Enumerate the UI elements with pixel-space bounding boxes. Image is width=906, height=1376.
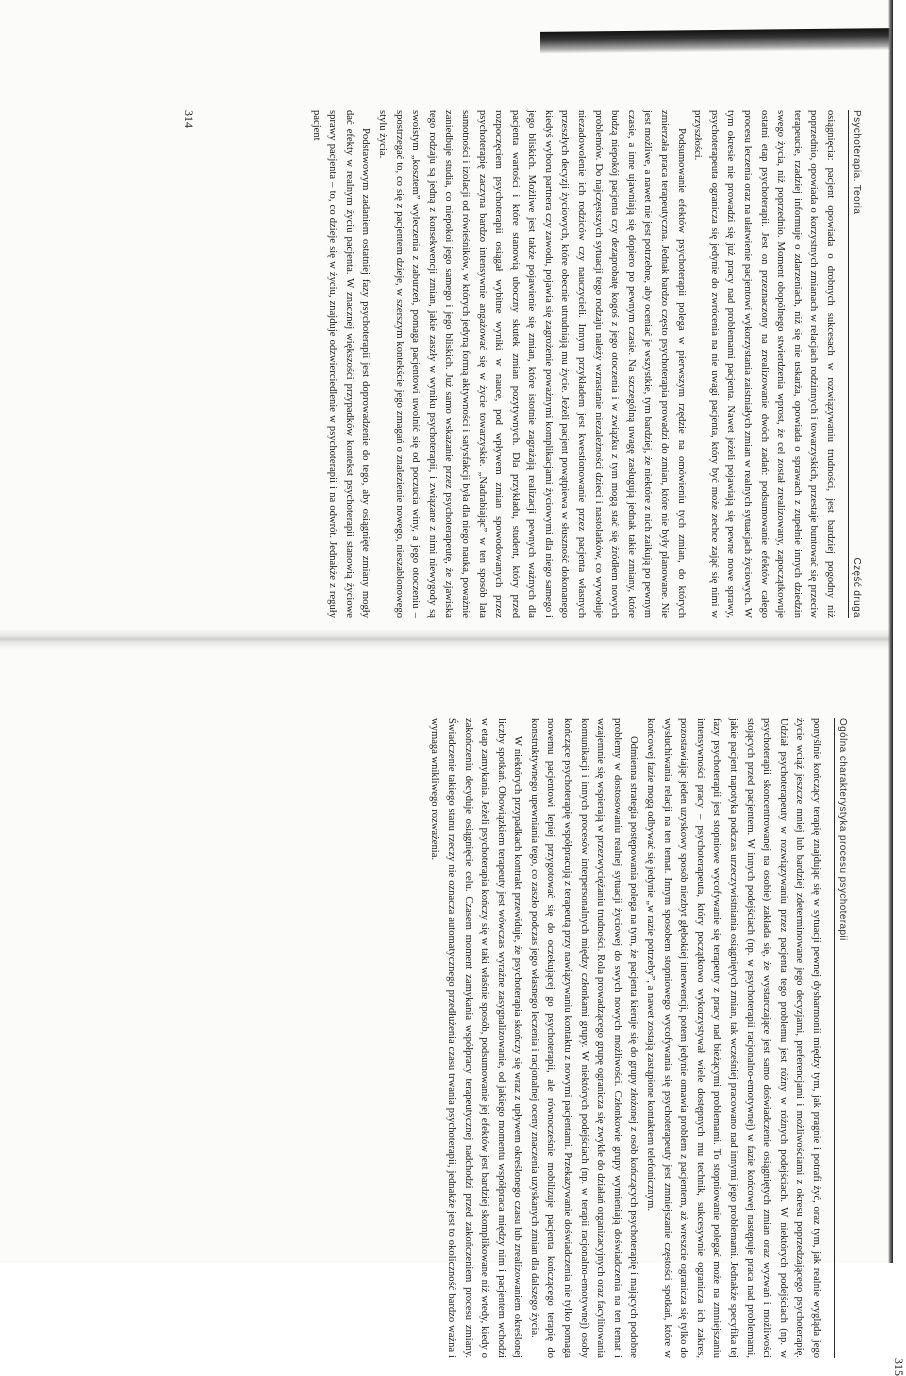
running-header-part: Część druga [851, 557, 862, 618]
running-header [848, 110, 862, 618]
page-314 [162, 110, 862, 618]
page-edge [888, 0, 893, 1263]
paragraph: W niektórych przypadkach kontrakt przewiduje, że psychoterapia skończy się wraz z upływem określonego czasu lub zrealizowaniem określonej liczby spotkań. Obowiązkiem terapeuty jest wówczas wyraźne zasygnalizowanie, od jakiego momentu współpraca między nim i pacjentem wchodzi w etap zamykania. Jeżeli psychoterapia kończy się w taki właśnie sposób, podsumowanie jej efektów jest bardziej skomplikowane niż wtedy, kiedy o zakończeniu decyduje osiągnięcie celu. Czasem moment zamykania współpracy terapeutycznej nadchodzi przed zakończeniem procesu zmiany. Świadczenie takiego stanu rzeczy nie oznacza automatycznego przedłużenia czasu trwania psychoterapii, jednakże jest to okoliczność bardzo ważna i wymaga wnikliwego rozważenia. [429, 718, 524, 1358]
page-number: 315 [892, 1358, 906, 1376]
page-315 [148, 718, 906, 1376]
running-header-title: Psychoterapia. Teoria [851, 110, 862, 215]
page-number: 314 [182, 110, 196, 128]
running-header-title: Ogólna charakterystyka procesu psychoterapii [837, 718, 848, 941]
body-text [307, 110, 838, 618]
running-header [834, 718, 848, 1358]
scanner-edge-shadow [540, 28, 893, 54]
paragraph: osiągnięcia: pacjent opowiada o drobnych sukcesach w rozwiązywaniu trudności, jest bardziej pogodny niż poprzednio, opowiada o korzystnych zmianach w relacjach rodzinnych i towarzyskich, przestaje buntować się przeciw terapeucie, rzadziej informuje o zdarzeniach, niż się nie uskarża, opowiada o sprawach z zupełnie innych dziedzin swego życia, niż poprzednio. Moment obopólnego stwierdzenia wprost, że cel został zrealizowany, zapoczątkowuje ostatni etap psychoterapii. Jest on przeznaczony na zrealizowanie dwóch zadań: podsumowanie efektów całego procesu leczenia oraz na ułatwienie pacjentowi wykorzystania zaistniałych zmian w realnych sytuacjach życiowych. W tym okresie nie prowadzi się już pracy nad problemami pacjenta. Nawet jeżeli pojawiają się pewne nowe sprawy, psychoterapeuta ogranicza się jedynie do zwrócenia na nie uwagi pacjenta, który być może zechce zająć się nimi w przyszłości. [692, 110, 836, 618]
paragraph: Podstawowym zadaniem ostatniej fazy psychoterapii jest doprowadzenie do tego, aby osiągnięte zmiany mogły dać efekty w realnym życiu pacjenta. W znacznej większości przypadków kontekst psychoterapii stanowią życiowe sprawy pacjenta – to, co dzieje się w życiu, znajduje odzwierciedlenie w psychoterapii i na odwrót. Jednakże z reguły pacjent [310, 110, 372, 618]
body-text [426, 718, 824, 1358]
paragraph: ponyślnie kończący terapię znajdując się w sytuacji pewnej dysharmonii między tym, jak pragnie i potrafi żyć, oraz tym, jak realnie wygląda jego życie wciąż jeszcze mniej lub bardziej zdeterminowane jego decyzjami, preferencjami i możliwościami z okresu poprzedzającego psychoterapię. Udział psychoterapeuty w rozwiązywaniu przez pacjenta tego problemu jest różny w różnych podejściach. W niektórych podejściach (np. w psychoterapii skoncentrowanej na osobie) zakłada się, że wystarczające jest samo doświadczenie osiągniętych zmian oraz wyzwań i możliwości stojących przed pacjentem. W innych podejściach (np. w psychoterapii racjonalno-emotywnej) w fazie końcowej następuje praca nad problemami, jakie pacjent napotyka podczas urzeczywistniania osiągniętych zmian, tak wcześniej pracowano nad innymi jego problemami. Jednakże specyfika tej fazy psychoterapii jest stopniowe wycofywanie się terapeuty z pracy nad bieżącymi problemami. To stopniowanie polegać może na zmniejszaniu intensywności pracy – psychoterapeuta, który początkowo wykorzystywał wiele dostępnych mu technik, sukcesywnie ogranicza ich zakres, pozostawiając jeden uzyskowy sposób niezbyt głębokiej interwencji, potem jedynie omawia problem z pacjentem, aż wreszcie ogranicza się tylko do wysłuchiwania relacji na ten temat. Innym sposobem stopniowego wycofywania się psychoterapeuty jest zmniejszanie częstości spotkań, które w końcowej fazie mogą odbywać się jedynie „w razie potrzeby”, a nawet zostają zastąpione kontaktem telefonicznym. [645, 718, 822, 1358]
book-binding-shadow [0, 628, 893, 650]
paragraph: Podsumowanie efektów psychoterapii polega w pierwszym rzędzie na omówieniu tych zmian, do których zmierzała praca terapeutyczna. Jednak bardzo często psychoterapia prowadzi do zmian, które nie były planowane. Nie jest możliwe, a nawet nie jest potrzebne, aby oceniać je wszystkie, tym bardziej, że niektóre z nich zaikują po pewnym czasie, a inne ujawniają się dopiero po pewnym czasie. Na szczególną uwagę zasługują jednak takie zmiany, które budzą niepokój pacjenta czy dezaprobatę kogoś z jego otoczenia i w związku z tym mogą stać się źródłem nowych problemów. Do najczęstszych sytuacji tego rodzaju należy wzrastanie niezależności dzieci i nastolatków, co wywołuje niezadowolenie ich rodziców czy nauczycieli. Innym przykładem jest kwestionowanie przez pacjenta własnych przeszłych decyzji życiowych, które obecnie utrudniają mu życie. Jeżeli pacjent powątpiewa w słuszność dokonanego kiedyś wyboru partnera czy zawodu, pojawia się zagrożenie poważnymi komplikacjami życiowymi dla niego samego i jego bliskich. Możliwe jest także pojawienie się zmian, które istotnie zagrażają realizacji pewnych ważnych dla pacjenta wartości i które stanowią uboczny skutek zmian pozytywnych. Dla przykładu, student, który przed rozpoczęciem psychoterapii osiągał wybitne wyniki w nauce, pod wpływem zmian spowodowanych przez psychoterapię zaczyna bardzo intensywnie angażować się w życie towarzyskie. „Nadrabiając” w ten sposób lata samotności i izolacji od rówieśników, w których jedyną formą aktywności i satysfakcji była dla niego nauka, poważnie zaniedbuje studia, co niepokoi jego samego i jego bliskich. Już samo wskazanie przez psychoterapeutę, że zjawiska tego rodzaju są jedną z konsekwencji zmian, jakie zaszły w wyniku psychoterapii, i związane z nimi niewygody są swoistym „kosztem” wyleczenia z zaburzeń, pomaga pacjentowi uwolnić się od poczucia winy, a jego otoczeniu – spostrzegać to, co się z pacjentem dzieje, w szerszym kontekście jego zmagań o znalezienie nowego, nieszablonowego stylu życia. [376, 110, 687, 618]
paragraph: Odmienna strategia postępowania polega na tym, że pacjenta kieruje się do grupy złożonej z osób kończących psychoterapię i mających podobne problemy w dostosowaniu realnej sytuacji życiowej do swych nowych możliwości. Członkowie grupy wymieniają doświadczenia na ten temat i wzajemnie się wspierają w przezwyciężaniu trudności. Rola prowadzącego grupę ogranicza się zwykle do działań organizacyjnych oraz facylitowania komunikacji i innych procesów interpersonalnych między członkami grupy. W niektórych podejściach (np. w terapii racjonalno-emotywnej) osoby kończące psychoterapię współpracują z terapeutą przy nawiązywaniu kontaktu z nowymi pacjentami. Przekazywanie doświadczenia nie tylko pomaga nowemu pacjentowi lepiej przygotować się do oczekującej go psychoterapii, ale równocześnie mobilizuje pacjenta kończącego terapię do konstruktywnego upewniania tego, co zaszło podczas jego własnego leczenia i racjonalnej oceny znaczenia uzyskanych zmian dla dalszego życia. [528, 718, 640, 1358]
